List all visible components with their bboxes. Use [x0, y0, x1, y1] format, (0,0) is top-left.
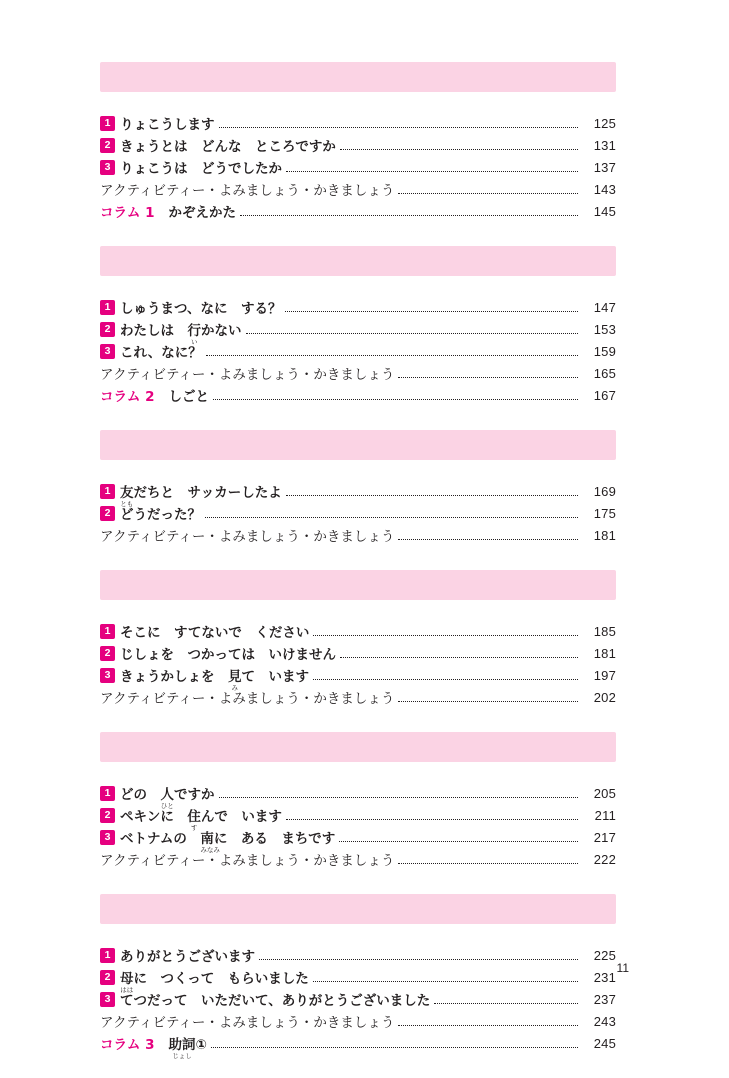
- toc-entry[interactable]: [100, 360, 616, 382]
- dot-leader: [398, 529, 578, 540]
- toc-entry-title: これ、なに？: [120, 344, 202, 361]
- toc-entry[interactable]: [100, 110, 616, 132]
- dot-leader: [259, 949, 578, 960]
- toc-entry-page: 169: [593, 484, 616, 500]
- toc-entry-page: 231: [593, 970, 616, 986]
- section-header-band: [100, 570, 616, 600]
- lesson-number-badge: 3: [100, 668, 115, 683]
- toc-entry-page: 159: [593, 344, 616, 360]
- lesson-number-badge: 1: [100, 948, 115, 963]
- dot-leader: [285, 301, 578, 312]
- toc-entry-page: 175: [593, 506, 616, 522]
- toc-entry-title: きょうとは どんな ところですか: [120, 138, 336, 155]
- lesson-number-badge: 1: [100, 484, 115, 499]
- toc-entry-page: 143: [593, 182, 616, 198]
- toc-entry-page: 131: [593, 138, 616, 154]
- dot-leader: [398, 691, 578, 702]
- toc-entry-title: しごと: [168, 388, 209, 405]
- toc-entry[interactable]: [100, 176, 616, 198]
- toc-entry-title: アクティビティー・よみましょう・かきましょう: [100, 690, 395, 707]
- toc-entry-title: アクティビティー・よみましょう・かきましょう: [100, 366, 395, 383]
- toc-section: [100, 942, 616, 1060]
- dot-leader: [340, 139, 578, 150]
- lesson-number-badge: 3: [100, 992, 115, 1007]
- toc-entry[interactable]: [100, 942, 616, 964]
- toc-entry-title: アクティビティー・よみましょう・かきましょう: [100, 182, 395, 199]
- dot-leader: [206, 345, 578, 356]
- toc-entry-page: 167: [593, 388, 616, 404]
- dot-leader: [213, 389, 578, 400]
- dot-leader: [313, 971, 578, 982]
- toc-entry-page: 185: [593, 624, 616, 640]
- toc-entry-title: りょこうは どうでしたか: [120, 160, 282, 177]
- dot-leader: [286, 485, 578, 496]
- toc-entry[interactable]: [100, 1030, 616, 1060]
- toc-entry-title: どの 人 ひと ですか: [120, 786, 215, 810]
- toc-entry-page: 165: [593, 366, 616, 382]
- kanji-with-furigana: 母 はは: [120, 970, 134, 994]
- kanji-with-furigana: 行 い: [187, 322, 201, 346]
- toc-entry[interactable]: [100, 802, 616, 832]
- toc-entry[interactable]: [100, 780, 616, 810]
- toc-entry-page: 237: [593, 992, 616, 1008]
- dot-leader: [398, 1015, 578, 1026]
- lesson-number-badge: 1: [100, 624, 115, 639]
- toc-entry-title: 助詞 じょし ①: [168, 1036, 207, 1060]
- toc-entry-page: 205: [593, 786, 616, 802]
- kanji-with-furigana: 友 とも: [120, 484, 134, 508]
- toc-section: [100, 294, 616, 404]
- lesson-number-badge: 3: [100, 160, 115, 175]
- toc-entry[interactable]: [100, 662, 616, 692]
- toc-entry-page: 125: [593, 116, 616, 132]
- furigana: い: [191, 337, 198, 346]
- lesson-number-badge: 2: [100, 138, 115, 153]
- toc-entry-title: りょこうします: [120, 116, 215, 133]
- toc-entry[interactable]: [100, 964, 616, 994]
- section-header-band: [100, 894, 616, 924]
- toc-entry-title: きょうかしょを 見 み て います: [120, 668, 309, 692]
- toc-entry[interactable]: [100, 198, 616, 220]
- furigana: じょし: [172, 1051, 192, 1060]
- lesson-number-badge: 2: [100, 646, 115, 661]
- section-header-band: [100, 62, 616, 92]
- toc-content: [100, 62, 616, 1078]
- column-label: コラム 3: [100, 1036, 155, 1053]
- toc-entry[interactable]: [100, 522, 616, 544]
- dot-leader: [219, 117, 579, 128]
- dot-leader: [398, 367, 578, 378]
- toc-entry[interactable]: [100, 500, 616, 522]
- dot-leader: [340, 647, 578, 658]
- toc-entry[interactable]: [100, 1008, 616, 1030]
- toc-entry[interactable]: [100, 154, 616, 176]
- lesson-number-badge: 1: [100, 300, 115, 315]
- furigana: み: [231, 683, 238, 692]
- lesson-number-badge: 3: [100, 344, 115, 359]
- lesson-number-badge: 1: [100, 786, 115, 801]
- lesson-number-badge: 1: [100, 116, 115, 131]
- toc-entry[interactable]: [100, 316, 616, 346]
- lesson-number-badge: 2: [100, 322, 115, 337]
- toc-entry-title: じしょを つかっては いけません: [120, 646, 336, 663]
- section-header-band: [100, 430, 616, 460]
- furigana: みなみ: [200, 845, 220, 854]
- toc-entry-title: どうだった？: [120, 506, 201, 523]
- toc-entry-page: 181: [593, 528, 616, 544]
- toc-entry-title: わたしは 行 い かない: [120, 322, 242, 346]
- toc-entry-page: 243: [593, 1014, 616, 1030]
- toc-entry[interactable]: [100, 846, 616, 868]
- toc-entry[interactable]: [100, 132, 616, 154]
- lesson-number-badge: 2: [100, 970, 115, 985]
- furigana: はは: [120, 985, 134, 994]
- furigana: とも: [120, 499, 134, 508]
- toc-entry-title: しゅうまつ、なに する？: [120, 300, 282, 317]
- toc-entry-page: 181: [593, 646, 616, 662]
- dot-leader: [211, 1037, 578, 1048]
- column-label: コラム 2: [100, 388, 155, 405]
- toc-entry-title: かぞえかた: [168, 204, 236, 221]
- furigana: ひと: [160, 801, 174, 810]
- toc-section: [100, 618, 616, 706]
- lesson-number-badge: 3: [100, 830, 115, 845]
- toc-entry[interactable]: [100, 294, 616, 316]
- dot-leader: [286, 161, 578, 172]
- toc-entry[interactable]: [100, 478, 616, 508]
- dot-leader: [286, 809, 578, 820]
- dot-leader: [339, 831, 578, 842]
- kanji-with-furigana: 南 みなみ: [200, 830, 220, 854]
- toc-entry-title: ありがとうございます: [120, 948, 255, 965]
- furigana: す: [190, 823, 198, 832]
- toc-entry-page: 245: [593, 1036, 616, 1052]
- toc-entry-title: ペキンに 住 す んで います: [120, 808, 282, 832]
- toc-entry-page: 217: [593, 830, 616, 846]
- toc-entry-page: 222: [593, 852, 616, 868]
- kanji-with-furigana: 住 す: [187, 808, 201, 832]
- dot-leader: [219, 787, 579, 798]
- dot-leader: [240, 205, 578, 216]
- section-header-band: [100, 732, 616, 762]
- toc-entry-title: そこに すてないで ください: [120, 624, 310, 641]
- toc-entry[interactable]: [100, 640, 616, 662]
- kanji-with-furigana: 助詞 じょし: [168, 1036, 196, 1060]
- toc-entry-page: 145: [593, 204, 616, 220]
- dot-leader: [434, 993, 578, 1004]
- toc-entry-title: 母 はは に つくって もらいました: [120, 970, 309, 994]
- toc-entry-page: 211: [594, 808, 616, 824]
- dot-leader: [398, 853, 578, 864]
- toc-entry-page: 147: [593, 300, 616, 316]
- toc-entry[interactable]: [100, 618, 616, 640]
- toc-section: [100, 110, 616, 220]
- lesson-number-badge: 2: [100, 506, 115, 521]
- toc-entry-title: アクティビティー・よみましょう・かきましょう: [100, 1014, 395, 1031]
- toc-entry-title: 友 とも だちと サッカーしたよ: [120, 484, 282, 508]
- toc-entry[interactable]: [100, 338, 616, 360]
- page-number: 11: [616, 961, 629, 975]
- toc-entry[interactable]: [100, 684, 616, 706]
- toc-entry-page: 153: [593, 322, 616, 338]
- dot-leader: [313, 625, 578, 636]
- toc-entry-page: 137: [593, 160, 616, 176]
- column-label: コラム 1: [100, 204, 155, 221]
- dot-leader: [205, 507, 578, 518]
- lesson-number-badge: 2: [100, 808, 115, 823]
- toc-entry-title: アクティビティー・よみましょう・かきましょう: [100, 852, 395, 869]
- toc-entry-title: ベトナムの 南 みなみ に ある まちです: [120, 830, 336, 854]
- toc-section: [100, 478, 616, 544]
- toc-entry-page: 197: [593, 668, 616, 684]
- toc-entry[interactable]: [100, 824, 616, 854]
- toc-entry-title: てつだって いただいて、ありがとうございました: [120, 992, 431, 1009]
- kanji-with-furigana: 人 ひと: [160, 786, 174, 810]
- section-header-band: [100, 246, 616, 276]
- toc-section: [100, 780, 616, 868]
- toc-entry-page: 202: [593, 690, 616, 706]
- kanji-with-furigana: 見 み: [228, 668, 242, 692]
- toc-entry[interactable]: [100, 382, 616, 404]
- dot-leader: [246, 323, 579, 334]
- dot-leader: [313, 669, 578, 680]
- toc-entry-page: 225: [593, 948, 616, 964]
- dot-leader: [398, 183, 578, 194]
- toc-entry-title: アクティビティー・よみましょう・かきましょう: [100, 528, 395, 545]
